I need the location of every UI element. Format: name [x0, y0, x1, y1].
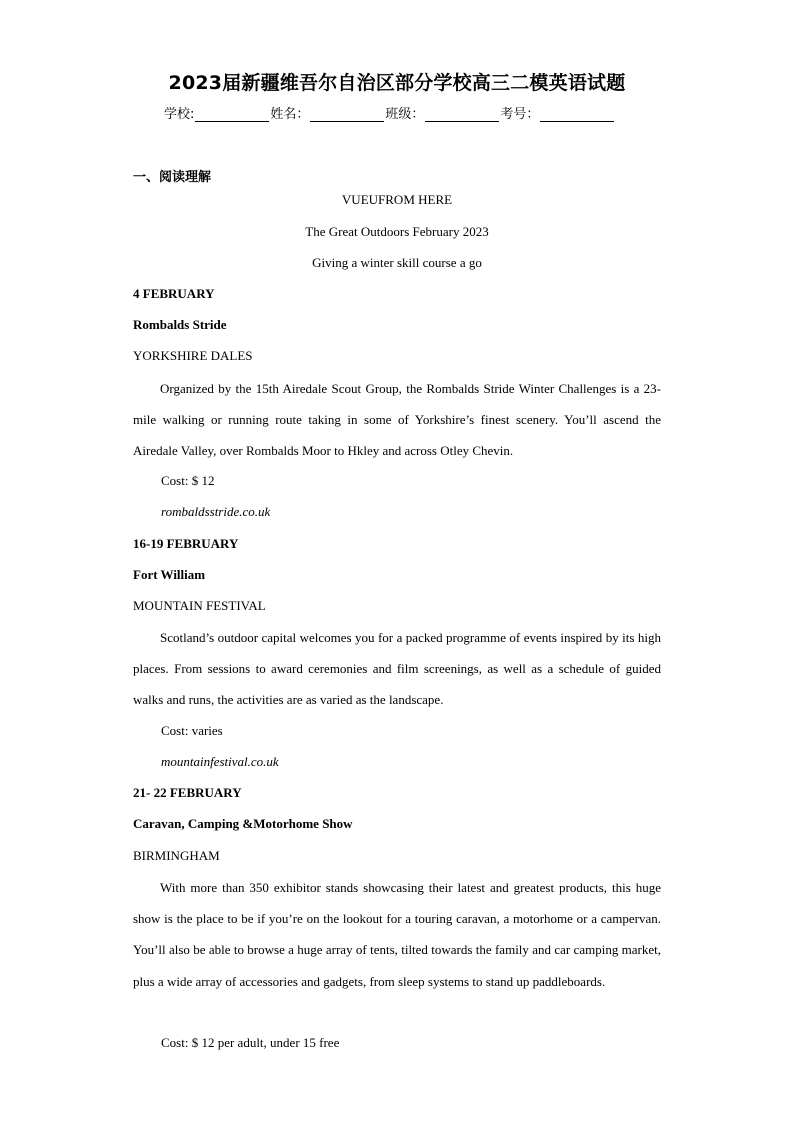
page-title: 2023届新疆维吾尔自治区部分学校高三二模英语试题 [168, 72, 626, 94]
event-place: MOUNTAIN FESTIVAL [133, 598, 266, 613]
event-description: Organized by the 15th Airedale Scout Group, the Rombalds Stride Winter Challenges is a 23-mile walking or running route taking in some of Yorkshire’s finest scenery. You’ll ascend the Airedale Valley, over Rombalds Moor to Hkley and across Otley Chevin. [133, 381, 661, 459]
event-name: Fort William [133, 567, 206, 582]
event-cost: Cost: $ 12 per adult, under 15 free [161, 1035, 340, 1050]
class-blank [425, 107, 499, 122]
school-blank [195, 107, 269, 122]
event-place: YORKSHIRE DALES [133, 348, 253, 363]
name-label: 姓名： [270, 107, 310, 122]
number-blank [540, 107, 614, 122]
event-date: 16-19 FEBRUARY [133, 536, 239, 551]
event-place: BIRMINGHAM [133, 848, 220, 863]
event-website: mountainfestival.co.uk [161, 754, 279, 769]
header-line-3: Giving a winter skill course a go [312, 255, 482, 270]
name-blank [310, 107, 384, 122]
event-cost: Cost: varies [161, 723, 223, 738]
number-label: 考号： [500, 107, 540, 122]
event-website: rombaldsstride.co.uk [161, 504, 271, 519]
header-line-2: The Great Outdoors February 2023 [305, 224, 489, 239]
event-date: 4 FEBRUARY [133, 286, 215, 301]
event-name: Rombalds Stride [133, 317, 227, 332]
event-description: With more than 350 exhibitor stands showcasing their latest and greatest products, this huge show is the place to be if you’re on the lookout for a touring caravan, a motorhome or a campervan. You’ll also be able to browse a huge array of tents, tilted towards the family and car camping market, plus a wide array of accessories and gadgets, from sleep systems to stand up paddleboards. [133, 880, 661, 989]
event-date: 21- 22 FEBRUARY [133, 785, 242, 800]
event-cost: Cost: $ 12 [161, 473, 215, 488]
event-name: Caravan, Camping &Motorhome Show [133, 816, 353, 831]
student-info-line [164, 103, 615, 122]
section-heading: 一、阅读理解 [133, 170, 212, 185]
class-label: 班级： [385, 107, 425, 122]
event-description: Scotland’s outdoor capital welcomes you for a packed programme of events inspired by its high places. From sessions to award ceremonies and film screenings, as well as a schedule of guided walks and runs, the activities are as varied as the landscape. [133, 630, 661, 708]
school-label: 学校: [164, 107, 195, 122]
header-line-1: VUEUFROM HERE [341, 192, 453, 207]
